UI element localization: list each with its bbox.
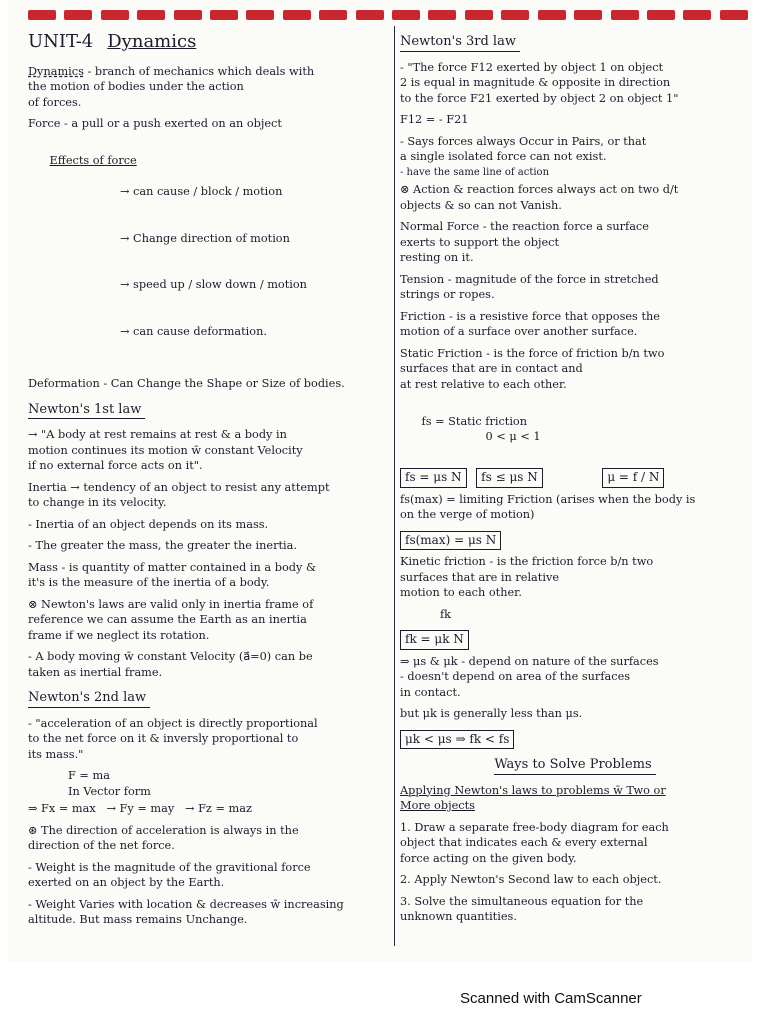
spiral-binding	[28, 10, 748, 24]
fsmax-equation: fs(max) = μs N	[400, 531, 501, 551]
force-pairs-note: - Says forces always Occur in Pairs, or that a single isolated force can not exist.	[400, 134, 647, 163]
scanner-watermark: Scanned with CamScanner	[460, 990, 642, 1007]
effect-item: → can cause / block / motion	[120, 185, 283, 198]
column-divider	[394, 26, 395, 946]
effect-item: → speed up / slow down / motion	[120, 278, 307, 291]
static-friction-definition: Static Friction - is the force of friction b/n two surfaces that are in contact and at rest relative to each other.	[400, 346, 665, 391]
effect-item: → can cause deformation.	[120, 324, 267, 338]
unit-title: UNIT-4 Dynamics	[28, 31, 197, 52]
greater-mass-note: - The greater the mass, the greater the inertia.	[28, 539, 297, 552]
friction-definition: Friction - is a resistive force that opposes the motion of a surface over another surface.	[400, 309, 660, 338]
limiting-friction-note: fs(max) = limiting Friction (arises when the body is on the verge of motion)	[400, 492, 696, 521]
force-definition: Force - a pull or a push exerted on an object	[28, 117, 282, 130]
third-law-equation: F12 = - F21	[400, 113, 469, 126]
vector-form-label: In Vector form	[68, 784, 151, 798]
weight-variation-note: - Weight Varies with location & decreases w̄ increasing altitude. But mass remains Unchange.	[28, 897, 344, 926]
solution-step: 1. Draw a separate free-body diagram for each object that indicates each & every external force acting on the given body.	[400, 820, 669, 865]
static-friction-symbol: fs = Static friction 0 < μ < 1	[421, 414, 541, 443]
normal-force-definition: Normal Force - the reaction force a surface exerts to support the object resting on it.	[400, 220, 649, 264]
fma-equation: F = ma	[68, 769, 110, 782]
newton-second-law-statement: - "acceleration of an object is directly proportional to the net force on it & inversly proportional to its mass."	[28, 716, 318, 761]
fs-inequality: fs ≤ μs N	[476, 468, 543, 488]
kinetic-friction-symbol: fk	[440, 607, 452, 621]
inertia-definition: Inertia → tendency of an object to resist any attempt to change in its velocity.	[28, 480, 330, 509]
applying-laws-heading: Applying Newton's laws to problems w̄ Two or More objects	[400, 783, 666, 812]
action-reaction-note: ⊗ Action & reaction forces always act on two d/t objects & so can not Vanish.	[400, 183, 679, 212]
mu-range: 0 < μ < 1	[485, 430, 541, 443]
newton-first-law-statement: → "A body at rest remains at rest & a body in motion continues its motion w̄ constant Velocity if no external force acts on it".	[28, 428, 303, 472]
solution-step: 2. Apply Newton's Second law to each object.	[400, 873, 662, 886]
kinetic-less-than-static: but μk is generally less than μs.	[400, 707, 583, 720]
newton-third-law-statement: - "The force F12 exerted by object 1 on object 2 is equal in magnitude & opposite in direction to the force F21 exerted by object 2 on object 1"	[400, 60, 679, 105]
notebook-page	[8, 0, 752, 962]
newton-third-law-heading: Newton's 3rd law	[400, 34, 520, 52]
fk-equation: fk = μk N	[400, 630, 469, 650]
friction-coefficient-dependence: ⇒ μs & μk - depend on nature of the surfaces - doesn't depend on area of the surfaces in contact.	[400, 654, 659, 699]
effects-of-force: Effects of force → can cause / block / motion → Change direction of motion → speed up / slow down / motion → can cause deformation.	[28, 138, 388, 371]
same-line-note: - have the same line of action	[400, 166, 550, 178]
newton-second-law-heading: Newton's 2nd law	[28, 690, 150, 708]
mass-definition: Mass - is quantity of matter contained in a body & it's is the measure of the inertia of a body.	[28, 560, 317, 589]
vector-equations: ⇒ Fx = max → Fy = may → Fz = maz	[28, 802, 252, 815]
constant-velocity-note: - A body moving w̄ constant Velocity (a⃗=0) can be taken as inertial frame.	[28, 650, 313, 679]
inertia-mass-note: - Inertia of an object depends on its mass.	[28, 517, 269, 531]
friction-inequality: μk < μs ⇒ fk < fs	[400, 730, 514, 750]
newton-first-law-heading: Newton's 1st law	[28, 402, 145, 420]
dynamics-definition: Dynamics - branch of mechanics which deals with the motion of bodies under the action of forces.	[28, 64, 315, 109]
right-column	[400, 30, 750, 931]
weight-definition: - Weight is the magnitude of the gravitional force exerted on an object by the Earth.	[28, 860, 311, 889]
fs-equation: fs = μs N	[400, 468, 467, 488]
deformation-definition: Deformation - Can Change the Shape or Size of bodies.	[28, 377, 345, 390]
left-column	[28, 30, 388, 934]
acceleration-direction-note: ⊛ The direction of acceleration is always in the direction of the net force.	[28, 823, 299, 852]
static-friction-equations	[400, 466, 750, 492]
solution-step: 3. Solve the simultaneous equation for the unknown quantities.	[400, 894, 644, 923]
kinetic-friction-definition: Kinetic friction - is the friction force b/n two surfaces that are in relative motion to each other.	[400, 555, 654, 599]
effect-item: → Change direction of motion	[120, 231, 290, 245]
mu-equation: μ = f / N	[602, 468, 664, 488]
ways-to-solve-heading: Ways to Solve Problems	[494, 757, 655, 775]
tension-definition: Tension - magnitude of the force in stretched strings or ropes.	[400, 272, 659, 301]
inertial-frame-note: ⊗ Newton's laws are valid only in inertia frame of reference we can assume the Earth as an inertia frame if we neglect its rotation.	[28, 597, 314, 642]
